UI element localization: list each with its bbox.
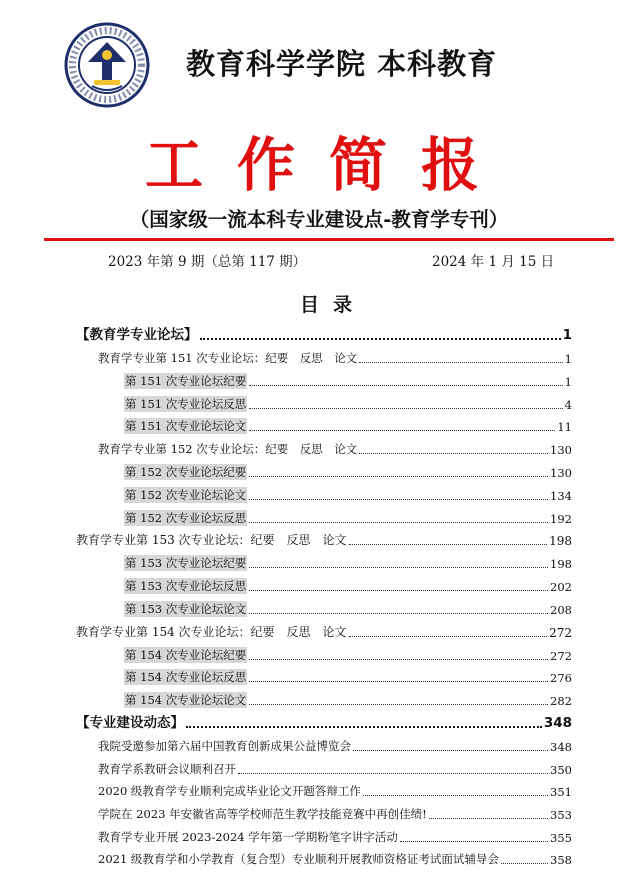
toc-entry-title: 教育学专业开展 2023-2024 学年第一学期粉笔字讲字活动	[98, 830, 398, 844]
toc-entry-page: 1	[564, 375, 572, 389]
toc-entry-page: 202	[550, 580, 572, 594]
toc-heading: 目录	[299, 294, 366, 316]
toc-entry-title: 2021 级教育学和小学教育（复合型）专业顺利开展教师资格证考试面试辅导会	[98, 852, 499, 866]
toc-entry-title: 第 154 次专业论坛纪要	[125, 648, 247, 662]
toc-entry-title: 第 151 次专业论坛反思	[125, 397, 247, 411]
toc-entry-title: 第 152 次专业论坛纪要	[125, 465, 247, 479]
toc-entry-page: 348	[550, 740, 572, 754]
toc-entry-page: 276	[550, 671, 572, 685]
toc-entry-title: 2020 级教育学专业顺利完成毕业论文开题答辩工作	[98, 784, 361, 798]
toc-entry-title: 教育学专业第 152 次专业论坛：纪要 反思 论文	[98, 442, 358, 456]
toc-entry-title: 第 154 次专业论坛论文	[125, 693, 247, 707]
toc-entry[interactable]	[124, 667, 572, 685]
toc-entry-page: 1	[562, 327, 572, 343]
toc-entry[interactable]	[76, 713, 572, 731]
toc-entry[interactable]	[98, 759, 572, 777]
toc-entry-title: 教育学专业第 154 次专业论坛：纪要 反思 论文	[76, 625, 347, 639]
toc-entry-page: 134	[550, 489, 572, 503]
toc-entry-title: 第 152 次专业论坛论文	[125, 488, 247, 502]
toc-entry-page: 350	[550, 763, 572, 777]
toc-entry[interactable]	[124, 599, 572, 617]
toc-entry[interactable]	[98, 439, 572, 457]
toc-entry[interactable]	[98, 781, 572, 799]
toc-entry[interactable]	[124, 371, 572, 389]
issue-number: 2023 年第 9 期（总第 117 期）	[108, 254, 307, 270]
toc-entry-page: 208	[550, 603, 572, 617]
toc-entry-page: 348	[543, 715, 572, 731]
toc-entry-page: 11	[557, 420, 572, 434]
toc-entry-page: 351	[550, 785, 572, 799]
toc-entry-title: 第 153 次专业论坛论文	[125, 602, 247, 616]
toc-entry-page: 130	[550, 443, 572, 457]
toc-entry-page: 130	[550, 466, 572, 480]
toc-entry-title: 第 154 次专业论坛反思	[125, 670, 247, 684]
toc-entry[interactable]	[124, 394, 572, 412]
toc-entry[interactable]	[98, 736, 572, 754]
toc-entry-page: 282	[550, 694, 572, 708]
toc-entry-page: 272	[550, 649, 572, 663]
toc-entry[interactable]	[76, 622, 572, 640]
toc-entry-page: 353	[550, 808, 572, 822]
toc-entry-title: 学院在 2023 年安徽省高等学校师范生教学技能竞赛中再创佳绩!	[98, 807, 427, 821]
toc-entry-title: 【教育学专业论坛】	[76, 327, 198, 343]
toc-entry[interactable]	[98, 849, 572, 867]
toc-entry[interactable]	[98, 348, 572, 366]
toc-entry-title: 第 151 次专业论坛论文	[125, 419, 247, 433]
toc-entry[interactable]	[76, 325, 572, 343]
toc-entry[interactable]	[124, 645, 572, 663]
issue-date: 2024 年 1 月 15 日	[432, 254, 555, 270]
toc-entry[interactable]	[124, 485, 572, 503]
toc-entry-title: 教育学系教研会议顺利召开	[98, 762, 236, 776]
toc-entry-page: 198	[549, 534, 572, 548]
toc-entry[interactable]	[98, 804, 572, 822]
toc-entry-page: 355	[550, 831, 572, 845]
toc-entry-page: 192	[550, 512, 572, 526]
toc-entry-title: 第 151 次专业论坛纪要	[125, 374, 247, 388]
toc-entry[interactable]	[124, 690, 572, 708]
toc-entry-title: 第 153 次专业论坛反思	[125, 579, 247, 593]
bulletin-subtitle: （国家级一流本科专业建设点-教育学专刊）	[129, 208, 509, 231]
toc-entry-title: 【专业建设动态】	[76, 715, 184, 731]
toc-entry-page: 1	[564, 352, 572, 366]
toc-entry[interactable]	[124, 462, 572, 480]
toc-entry-page: 358	[550, 853, 572, 867]
toc-entry-page: 198	[550, 557, 572, 571]
toc-entry-page: 4	[564, 398, 572, 412]
toc-entry[interactable]	[98, 827, 572, 845]
toc-entry[interactable]	[76, 530, 572, 548]
institution-title: 教育科学学院 本科教育	[186, 47, 498, 81]
toc-entry[interactable]	[124, 508, 572, 526]
toc-entry-title: 我院受邀参加第六届中国教育创新成果公益博览会	[98, 739, 351, 753]
toc-entry-page: 272	[549, 626, 572, 640]
toc-entry[interactable]	[124, 576, 572, 594]
toc-entry-title: 教育学专业第 153 次专业论坛：纪要 反思 论文	[76, 533, 347, 547]
toc-entry[interactable]	[124, 416, 572, 434]
bulletin-title: 工作简报	[144, 131, 513, 199]
toc-entry-title: 第 152 次专业论坛反思	[125, 511, 247, 525]
toc-entry-title: 第 153 次专业论坛纪要	[125, 556, 247, 570]
toc-entry[interactable]	[124, 553, 572, 571]
toc-entry-title: 教育学专业第 151 次专业论坛：纪要 反思 论文	[98, 351, 358, 365]
